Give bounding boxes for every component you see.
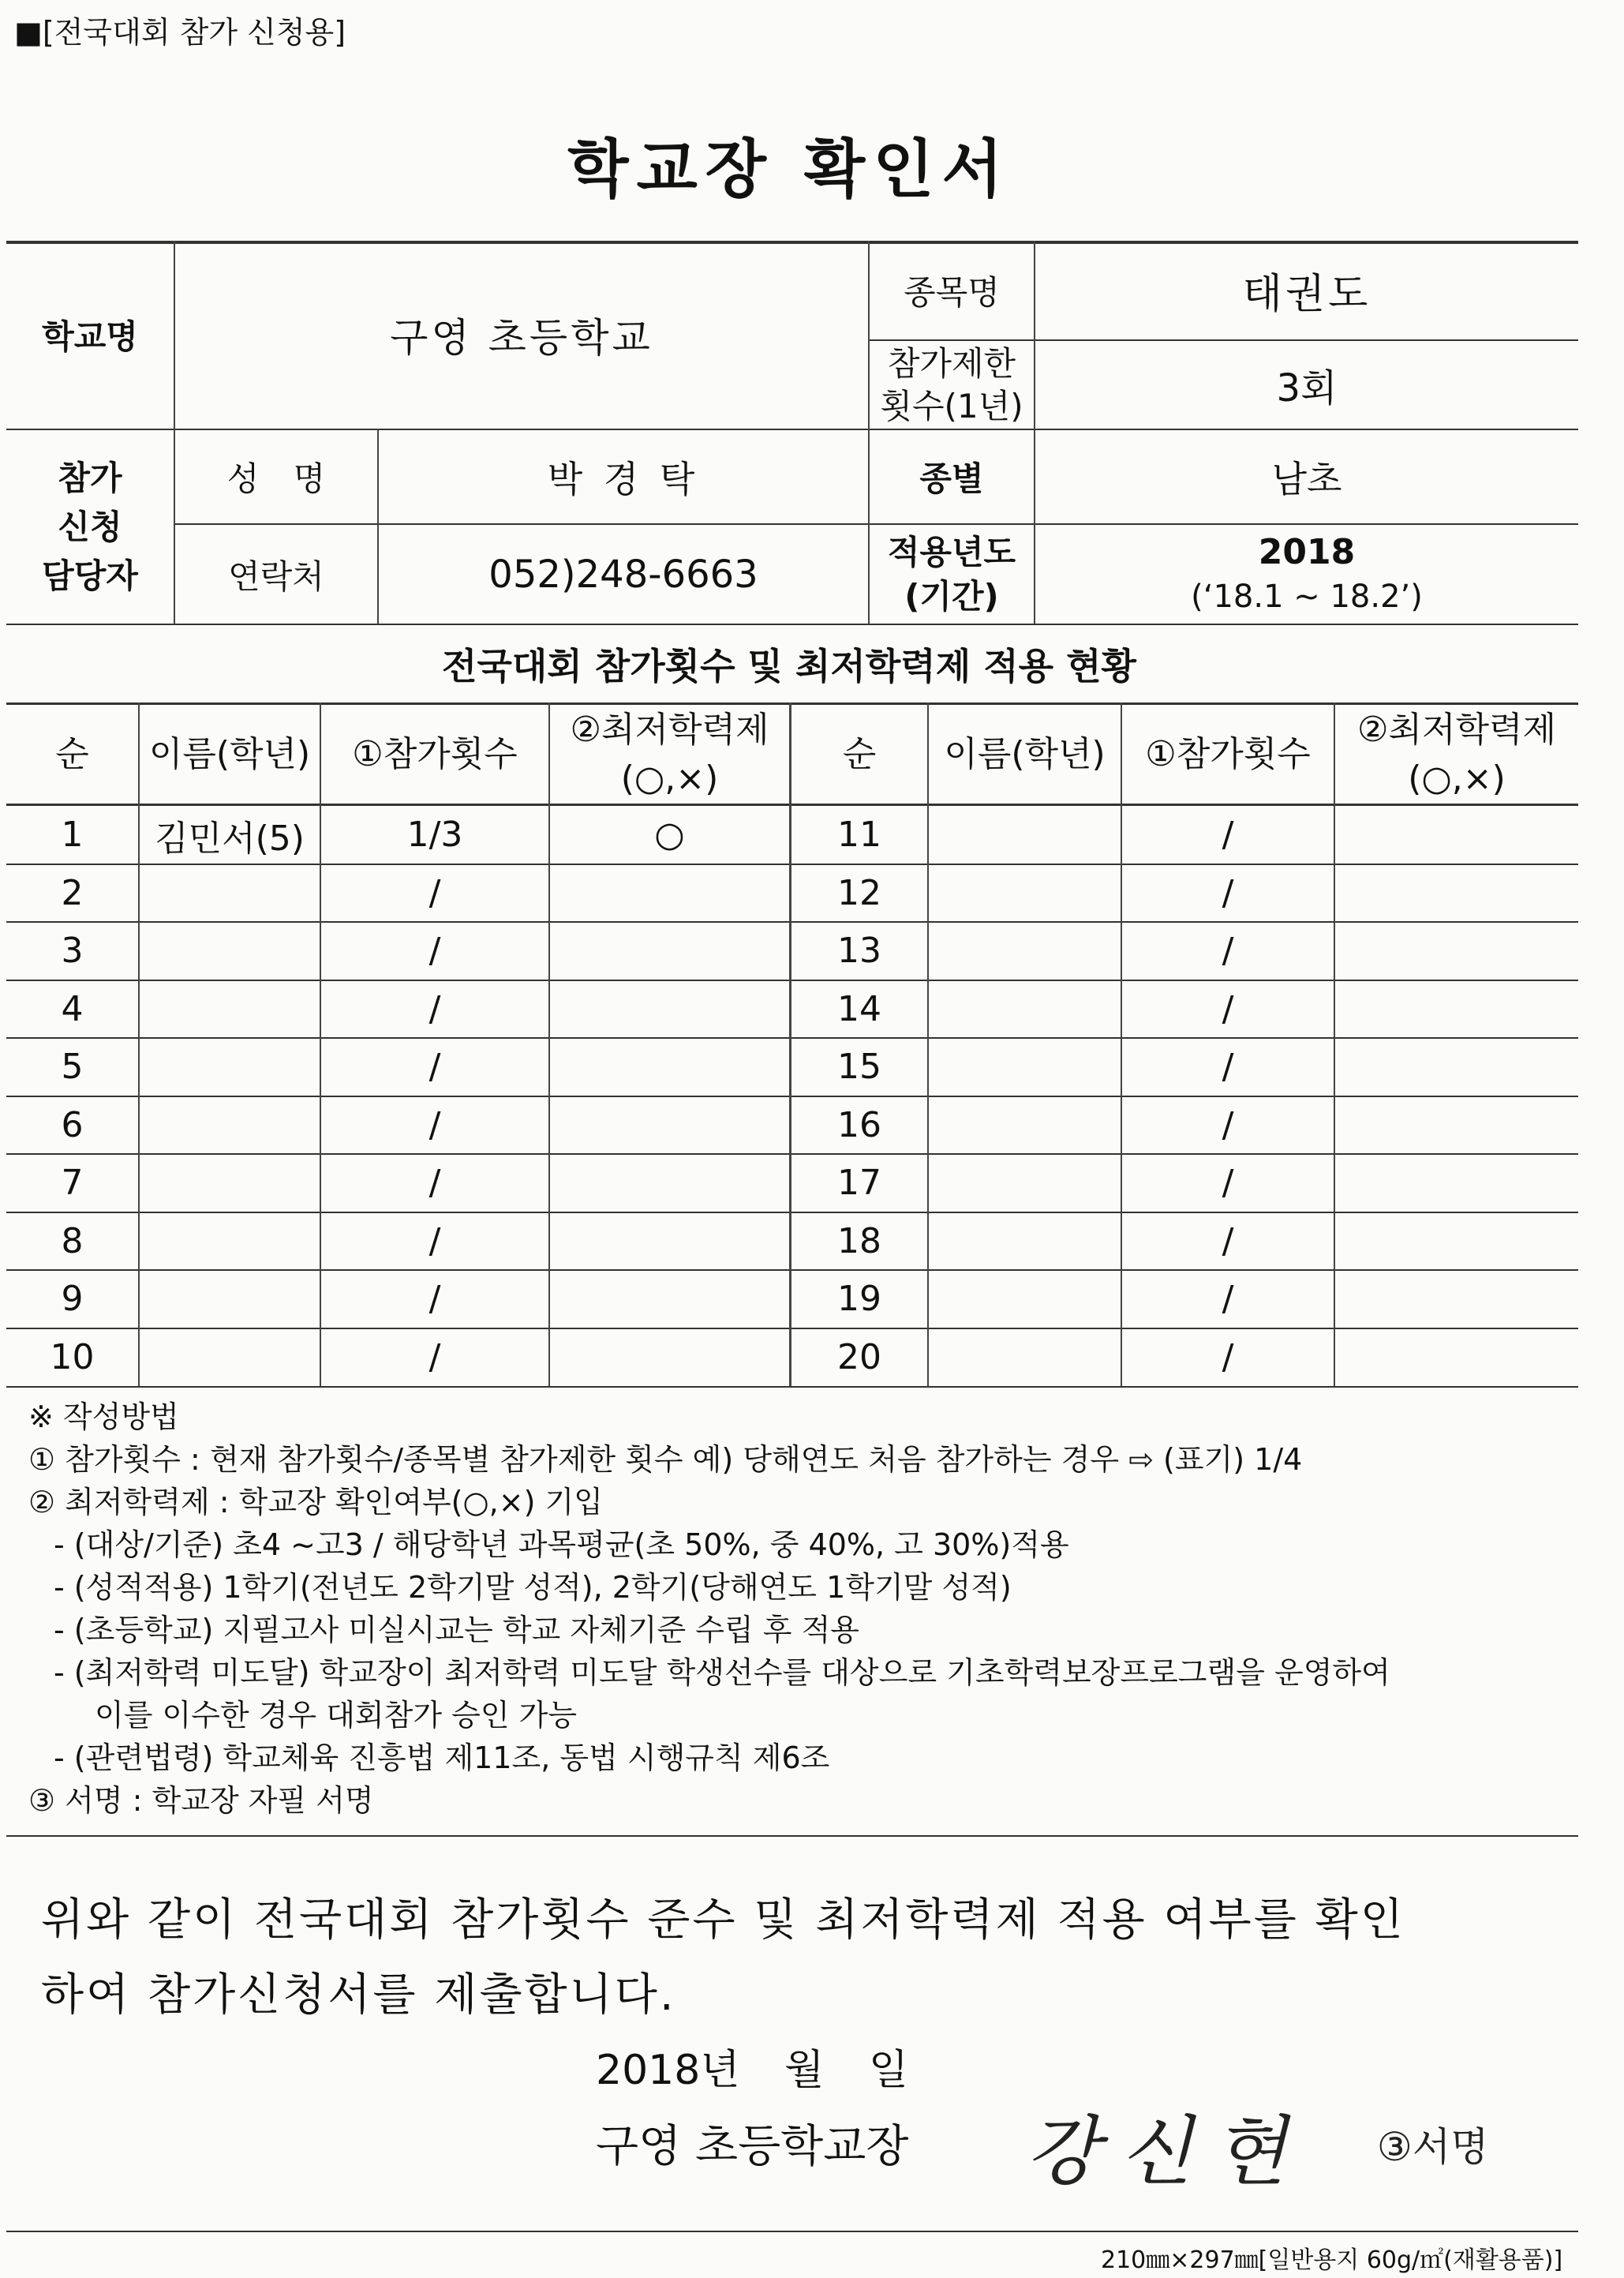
manager-label-line2: 신청 xyxy=(58,507,122,546)
manager-label-line1: 참가 xyxy=(58,458,122,497)
table-cell-count: / xyxy=(428,1220,441,1261)
table-cell-min2 xyxy=(1335,864,1578,923)
note-1: ① 참가횟수 : 현재 참가횟수/종목별 참가제한 횟수 예) 당해연도 처음 참가하는 경우 ⇨ (표기) 1/4 xyxy=(28,1442,1303,1477)
year-label-line2: (기간) xyxy=(904,576,999,616)
table-cell-name: 김민서(5) xyxy=(155,818,305,859)
note-2c: - (초등학교) 지필고사 미실시교는 학교 자체기준 수립 후 적용 xyxy=(54,1613,859,1647)
year-label-line1: 적용년도 xyxy=(887,532,1016,571)
table-cell-count2: / xyxy=(1222,1104,1234,1145)
table-cell-name xyxy=(140,864,320,923)
table-cell-name2 xyxy=(929,864,1121,923)
table-cell-no: 7 xyxy=(61,1163,84,1204)
table-cell-no2: 20 xyxy=(837,1336,881,1377)
table-cell-name2 xyxy=(929,1328,1121,1387)
table-cell-name2 xyxy=(929,1270,1121,1328)
division-value: 남초 xyxy=(1271,458,1342,500)
table-cell-count: / xyxy=(428,931,441,972)
table-cell-no2: 19 xyxy=(837,1279,881,1320)
table-cell-count: / xyxy=(428,1047,441,1088)
table-cell-name2 xyxy=(929,922,1121,980)
confirmation-statement xyxy=(41,1883,1405,2033)
school-name-label: 학교명 xyxy=(42,317,138,356)
limit-value: 3회 xyxy=(1276,366,1338,410)
table-cell-min2 xyxy=(1335,1212,1578,1271)
table-cell-name2 xyxy=(929,1154,1121,1212)
table-cell-min xyxy=(550,1270,789,1328)
table-cell-no: 3 xyxy=(61,931,84,972)
limit-label-line2: 횟수(1년) xyxy=(880,386,1023,425)
paper-spec-footer: 210㎜×297㎜[일반용지 60g/㎡(재활용품)] xyxy=(1101,2246,1563,2274)
table-cell-name xyxy=(140,1212,320,1271)
note-2b: - (성적적용) 1학기(전년도 2학기말 성적), 2학기(당해연도 1학기말 성적) xyxy=(54,1570,1012,1605)
event-label: 종목명 xyxy=(904,272,1000,312)
header-no: 순 xyxy=(55,733,89,774)
header-min-line1: ②최저학력제 xyxy=(570,709,769,750)
division-label: 종별 xyxy=(919,459,984,498)
table-cell-no2: 11 xyxy=(837,815,881,856)
header-no-2: 순 xyxy=(842,733,877,774)
table-cell-min xyxy=(550,1038,789,1096)
table-cell-no2: 16 xyxy=(837,1104,881,1145)
table-cell-count: / xyxy=(428,1279,441,1320)
table-cell-count: / xyxy=(428,1163,441,1204)
name-label: 성 명 xyxy=(226,459,326,498)
note-2d: - (최저학력 미도달) 학교장이 최저학력 미도달 학생선수를 대상으로 기초학력보장프로그램을 운영하여 xyxy=(54,1655,1390,1690)
table-cell-count: / xyxy=(428,1104,441,1145)
table-cell-min xyxy=(550,864,789,923)
year-period: (‘18.1 ~ 18.2’) xyxy=(1191,578,1423,615)
table-cell-count: 1/3 xyxy=(406,815,463,856)
table-cell-count: / xyxy=(428,1336,441,1377)
table-cell-no: 10 xyxy=(50,1336,95,1377)
table-cell-name2 xyxy=(929,1096,1121,1155)
event-value: 태권도 xyxy=(1242,271,1371,318)
table-cell-name xyxy=(140,1038,320,1096)
table-cell-name xyxy=(140,1154,320,1212)
table-cell-name xyxy=(140,980,320,1039)
table-cell-count2: / xyxy=(1222,1279,1234,1320)
document-title: 학교장 확인서 xyxy=(567,133,1011,206)
table-cell-count2: / xyxy=(1222,988,1234,1029)
header-count: ①참가횟수 xyxy=(352,733,518,774)
table-cell-no2: 14 xyxy=(837,988,881,1029)
table-cell-name2 xyxy=(929,980,1121,1039)
header-name: 이름(학년) xyxy=(148,733,311,774)
contact-value: 052)248-6663 xyxy=(488,552,758,597)
name-value: 박 경 탁 xyxy=(547,458,700,500)
table-cell-count: / xyxy=(428,988,441,1029)
table-cell-no: 6 xyxy=(61,1104,84,1145)
confirmation-line1: 위와 같이 전국대회 참가횟수 준수 및 최저학력제 적용 여부를 확인 xyxy=(41,1894,1405,1946)
table-cell-min2 xyxy=(1335,980,1578,1039)
table-cell-no: 9 xyxy=(61,1279,84,1320)
table-cell-no: 2 xyxy=(61,872,84,913)
school-name-value: 구영 초등학교 xyxy=(390,315,653,361)
note-2a: - (대상/기준) 초4 ~고3 / 해당학년 과목평균(초 50%, 중 40%, 고 30%)적용 xyxy=(54,1527,1069,1562)
status-table-caption: 전국대회 참가횟수 및 최저학력제 적용 현황 xyxy=(442,645,1136,688)
limit-label-line1: 참가제한 xyxy=(887,343,1016,383)
table-cell-min xyxy=(550,1154,789,1212)
year-value: 2018 xyxy=(1258,531,1356,572)
manager-label-line3: 담당자 xyxy=(42,556,138,595)
table-cell-no2: 13 xyxy=(837,931,881,972)
header-min-2-line2: (○,×) xyxy=(1408,758,1506,799)
header-min-line2: (○,×) xyxy=(620,758,719,799)
table-cell-no2: 15 xyxy=(837,1047,881,1088)
table-cell-min2 xyxy=(1335,1038,1578,1096)
confirmation-line2: 하여 참가신청서를 제출합니다. xyxy=(41,1969,676,2021)
table-cell-min xyxy=(550,980,789,1039)
table-cell-count2: / xyxy=(1222,1336,1234,1377)
header-min-2-line1: ②최저학력제 xyxy=(1357,709,1556,750)
table-cell-name2 xyxy=(929,1212,1121,1271)
table-cell-count2: / xyxy=(1222,931,1234,972)
table-cell-min2 xyxy=(1335,806,1578,864)
table-cell-name xyxy=(140,1328,320,1387)
document-date: 2018년 월 일 xyxy=(596,2047,909,2094)
table-cell-min xyxy=(550,1328,789,1387)
table-cell-no: 5 xyxy=(61,1047,84,1088)
notes-heading: ※ 작성방법 xyxy=(28,1399,179,1434)
table-cell-min2 xyxy=(1335,1154,1578,1212)
table-cell-name xyxy=(140,922,320,980)
document-category-note: ■[전국대회 참가 신청용] xyxy=(14,15,346,50)
note-3: ③ 서명 : 학교장 자필 서명 xyxy=(28,1783,374,1818)
table-cell-count2: / xyxy=(1222,1047,1234,1088)
table-cell-no: 8 xyxy=(61,1220,84,1261)
contact-label: 연락처 xyxy=(228,556,324,596)
note-2d-cont: 이를 이수한 경우 대회참가 승인 가능 xyxy=(95,1698,578,1733)
table-cell-name2 xyxy=(929,1038,1121,1096)
signature-mark: ③서명 xyxy=(1377,2124,1489,2170)
note-2: ② 최저학력제 : 학교장 확인여부(○,×) 기입 xyxy=(28,1485,603,1519)
header-name-2: 이름(학년) xyxy=(944,733,1106,774)
table-cell-no2: 18 xyxy=(837,1220,881,1261)
table-cell-min2 xyxy=(1335,1096,1578,1155)
table-cell-no2: 12 xyxy=(837,872,881,913)
table-cell-min xyxy=(550,1212,789,1271)
table-cell-name xyxy=(140,1270,320,1328)
note-2e: - (관련법령) 학교체육 진흥법 제11조, 동법 시행규칙 제6조 xyxy=(54,1740,830,1775)
table-cell-no2: 17 xyxy=(837,1163,881,1204)
table-cell-name xyxy=(140,1096,320,1155)
table-cell-name2 xyxy=(929,806,1121,864)
signer-title: 구영 초등학교장 xyxy=(596,2121,909,2172)
table-cell-min2 xyxy=(1335,922,1578,980)
table-cell-count2: / xyxy=(1222,872,1234,913)
table-cell-count2: / xyxy=(1222,1163,1234,1204)
writing-instructions xyxy=(28,1396,1390,1822)
table-cell-count: / xyxy=(428,872,441,913)
table-cell-min2 xyxy=(1335,1270,1578,1328)
table-cell-min2 xyxy=(1335,1328,1578,1387)
table-cell-no: 1 xyxy=(61,815,84,856)
handwritten-signature: 강신현 xyxy=(1026,2108,1308,2196)
table-cell-min xyxy=(550,1096,789,1155)
table-cell-count2: / xyxy=(1222,815,1234,856)
table-cell-count2: / xyxy=(1222,1220,1234,1261)
table-cell-min xyxy=(550,922,789,980)
table-cell-no: 4 xyxy=(61,988,84,1029)
header-count-2: ①참가횟수 xyxy=(1145,733,1311,774)
table-cell-min: ○ xyxy=(654,815,685,856)
